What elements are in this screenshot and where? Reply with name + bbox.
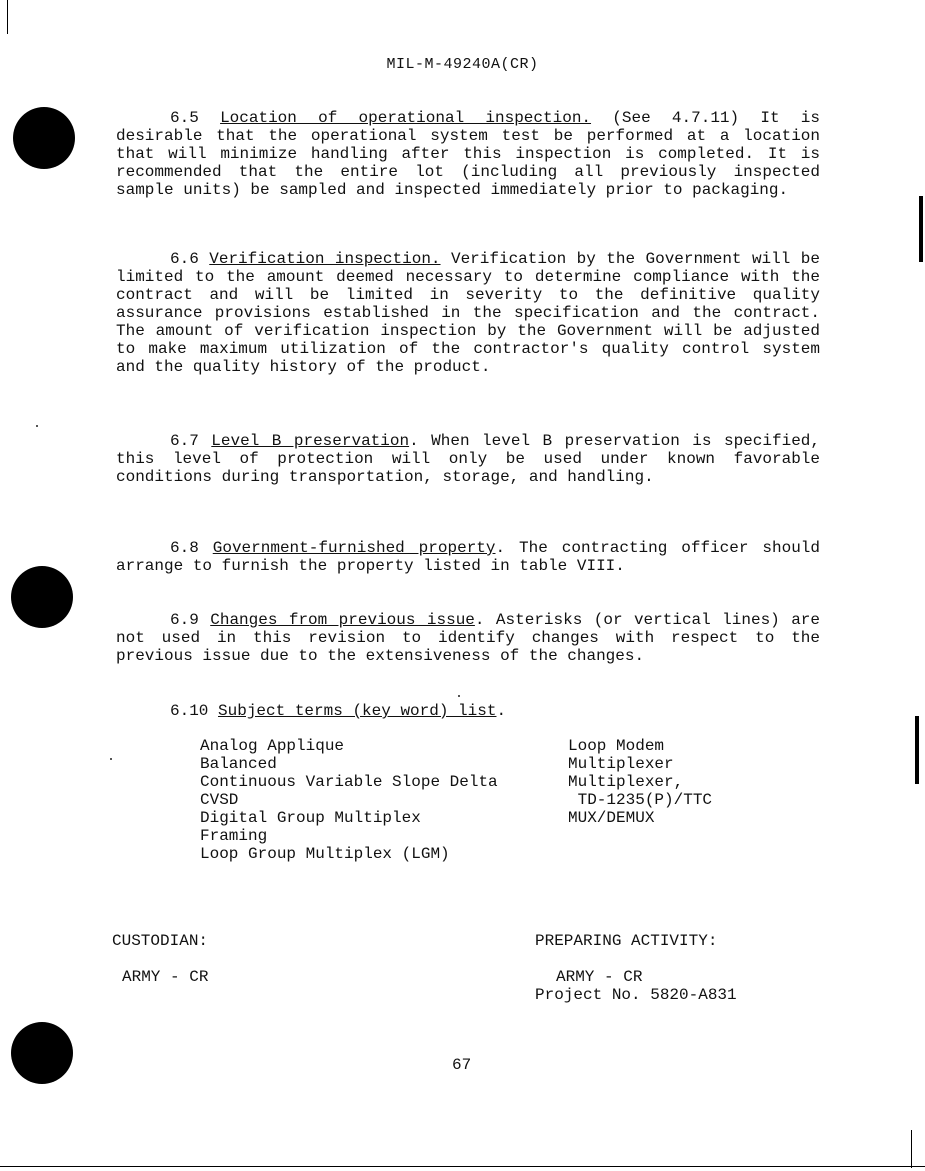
section-6-7 [116,432,820,486]
scan-bottom-line [0,1166,925,1167]
section-body: . Asterisks (or vertical lines) are not used in this revision to identify changes with respect to the previous issue due to the extensiveness of the changes. [116,611,820,665]
keyword-item: Loop Group Multiplex (LGM) [200,845,450,863]
section-6-10 [116,702,820,720]
scan-edge-mark [911,1130,912,1168]
keyword-list-right [568,737,712,827]
project-number: Project No. 5820-A831 [535,986,737,1004]
punch-hole-bottom [11,1022,73,1084]
keyword-item: CVSD [200,791,239,809]
section-number: 6.7 [170,432,199,450]
section-number: 6.10 [170,702,209,720]
scan-edge-mark [7,0,8,34]
keyword-item: Digital Group Multiplex [200,809,421,827]
section-title: Changes from previous issue [210,611,475,629]
document-header: MIL-M-49240A(CR) [386,56,539,73]
preparing-activity-label: PREPARING ACTIVITY: [535,932,718,950]
keyword-item: Framing [200,827,268,845]
scan-speck [36,425,38,427]
keyword-item: Loop Modem [568,737,665,755]
section-body: Verification by the Government will be limited to the amount deemed necessary to determine compliance with the contract and will be limited in severity to the definitive quality assurance provisions established in the specification and the contract. The amount of verification inspection by the Government will be adjusted to make maximum utilization of the contractor's quality control system and the quality history of the product. [116,250,820,376]
preparing-activity-value: ARMY - CR [556,968,643,986]
scan-edge-mark [915,716,919,784]
section-6-8 [116,539,820,575]
section-title: Location of operational inspection. [220,109,592,127]
section-body: . When level B preservation is specified, this level of protection will only be used under known favorable conditions during transportation, storage, and handling. [116,432,820,486]
section-title: Government-furnished property [212,539,496,557]
section-6-9 [116,611,820,665]
punch-hole-middle [11,566,73,628]
custodian-value: ARMY - CR [122,968,209,986]
punch-hole-top [13,107,75,169]
section-body: (See 4.7.11) It is desirable that the operational system test be performed at a location that will minimize handling after this inspection is completed. It is recommended that the entire lot (including all previously inspected sample units) be sampled and inspected immediately prior to packaging. [116,109,820,199]
keyword-item: TD-1235(P)/TTC [568,791,713,809]
keyword-item: MUX/DEMUX [568,809,655,827]
scan-speck [110,758,112,760]
section-body: . [496,702,507,720]
keyword-item: Balanced [200,755,277,773]
section-title: Subject terms (key word) list [218,702,497,720]
keyword-list-left [200,737,498,863]
page-number: 67 [452,1056,472,1074]
scan-speck [458,695,460,697]
section-6-5 [116,109,820,199]
section-number: 6.5 [170,109,199,127]
custodian-label: CUSTODIAN: [112,932,209,950]
scan-edge-mark [919,196,923,262]
keyword-item: Multiplexer, [568,773,684,791]
section-number: 6.9 [170,611,199,629]
section-number: 6.6 [170,250,199,268]
section-number: 6.8 [170,539,199,557]
section-title: Verification inspection. [209,250,441,268]
keyword-item: Continuous Variable Slope Delta [200,773,498,791]
keyword-item: Multiplexer [568,755,674,773]
section-body: . The contracting officer should arrange to furnish the property listed in table VIII. [116,539,820,575]
keyword-item: Analog Applique [200,737,345,755]
section-title: Level B preservation [211,432,410,450]
section-6-6 [116,250,820,376]
